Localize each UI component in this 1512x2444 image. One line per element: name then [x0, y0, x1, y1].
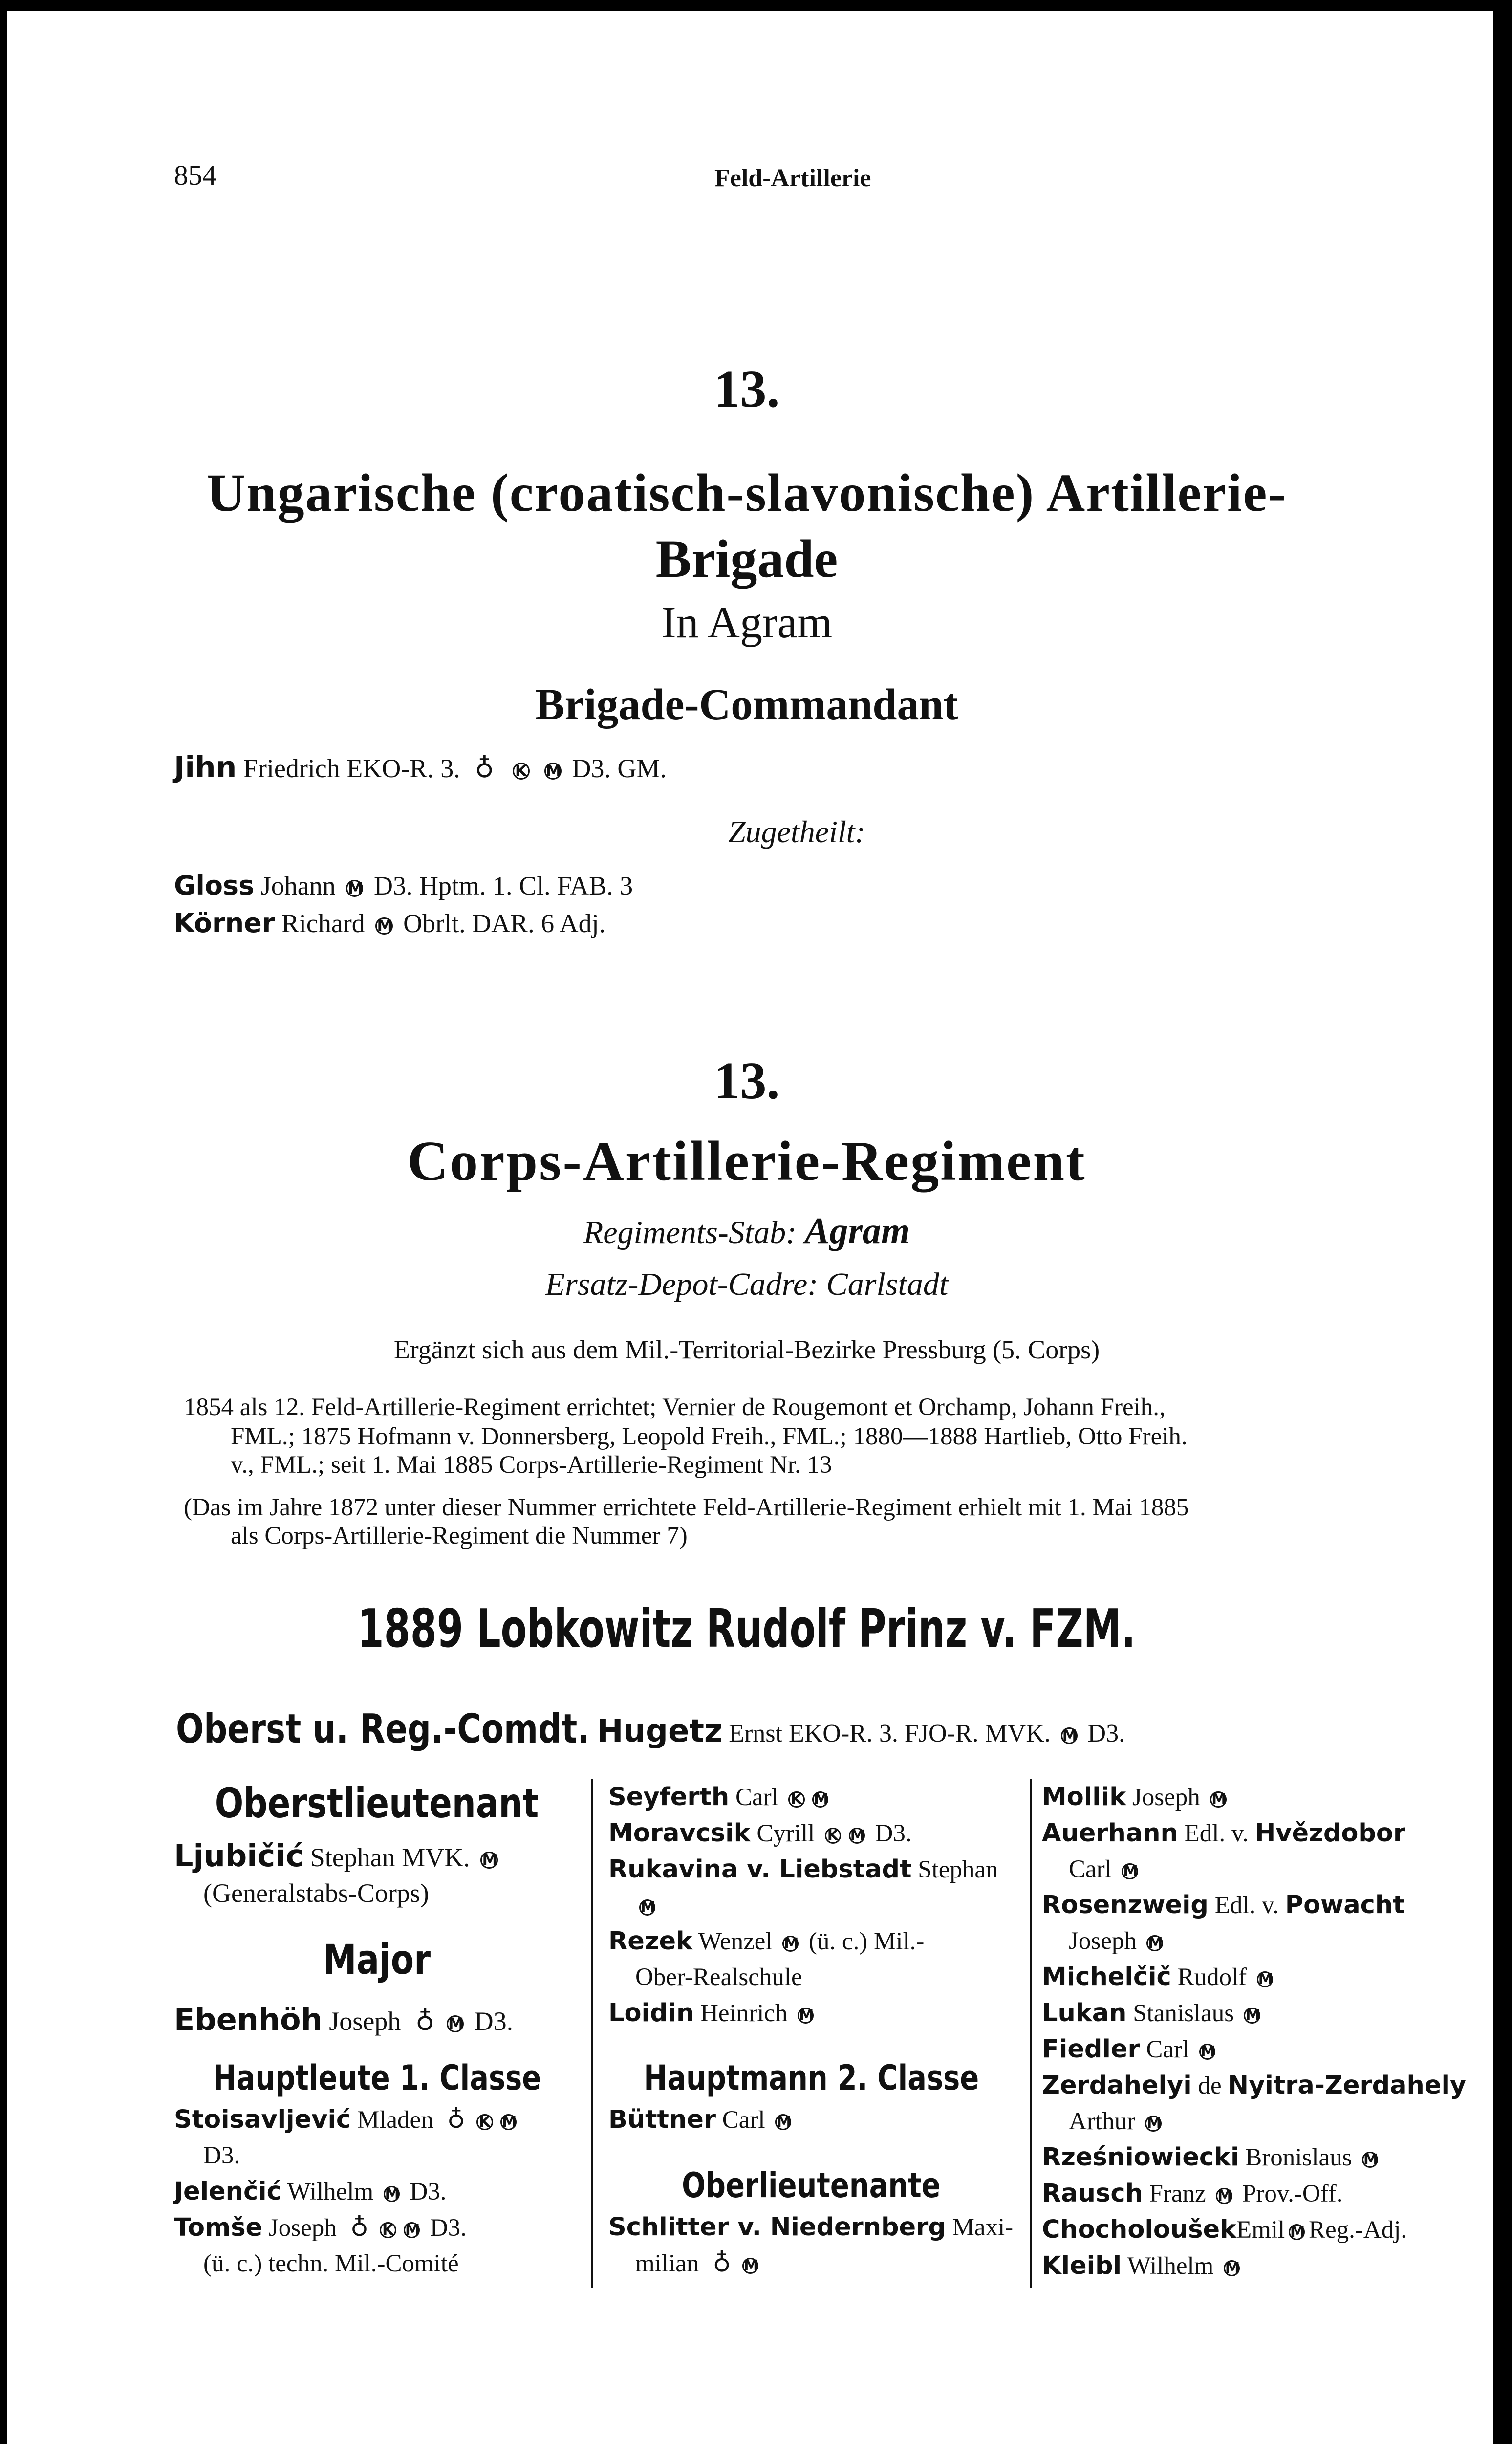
commander-entry [174, 750, 667, 785]
col2-capt2-entry [608, 2102, 795, 2138]
m-medal-icon: M [1061, 1727, 1078, 1744]
cross-decoration-icon: ♁ [713, 2249, 731, 2278]
m-medal-icon: M [775, 2114, 792, 2131]
col3-10-details-a: Emil [1236, 2216, 1285, 2244]
capt1-2-surname: Jelenčić [174, 2177, 281, 2206]
brigade-location: In Agram [661, 597, 833, 647]
col3-3-details: Edl. v. [1214, 1892, 1279, 1919]
m-medal-icon: M [346, 880, 363, 897]
list-item [174, 2210, 520, 2246]
col3-10-surname: Chocholoušek [1042, 2215, 1237, 2244]
m-medal-icon: M [1146, 1935, 1163, 1952]
col3-9-details-b: Prov.-Off. [1242, 2180, 1343, 2207]
lt-col-line2: (Generalstabs-Corps) [203, 1878, 429, 1908]
m-medal-icon: M [544, 763, 562, 780]
page-number: 854 [174, 159, 216, 191]
column-divider-1 [591, 1779, 593, 2288]
staff-label: Regiments-Stab: [583, 1215, 797, 1250]
col2-4-details-b: (ü. c.) Mil.- [808, 1928, 925, 1955]
m-medal-icon: M [480, 1852, 497, 1869]
scan-edge-right [1493, 0, 1512, 2444]
list-item [1042, 2212, 1466, 2248]
note-line-2: als Corps-Artillerie-Regiment die Nummer 7) [231, 1522, 688, 1549]
col2-1-details: Carl [735, 1784, 778, 1811]
list-item [1042, 2139, 1466, 2176]
commander-surname: Jihn [174, 750, 237, 785]
col2-2-details-b: D3. [875, 1820, 912, 1847]
col3-3-surname2: Powacht [1285, 1891, 1405, 1920]
m-medal-icon: M [500, 2114, 517, 2131]
cross-decoration-icon: ♁ [475, 753, 494, 784]
capt1-heading [174, 2058, 580, 2098]
m-medal-icon: M [782, 1936, 799, 1952]
colonel-details-b: D3. [1087, 1720, 1125, 1747]
m-medal-icon: M [375, 917, 392, 935]
m-medal-icon: M [404, 2222, 420, 2239]
assigned-2-surname: Körner [174, 908, 275, 938]
oberlt-surname: Schlitter v. Niedernberg [608, 2213, 946, 2242]
col1-capt1-list [174, 2102, 520, 2282]
lt-col-details: Stephan MVK. [310, 1843, 470, 1872]
col3-list [1042, 1779, 1466, 2284]
regiment-title: Corps-Artillerie-Regiment [407, 1130, 1086, 1193]
capt1-1-details: Mladen [357, 2106, 433, 2134]
regiment-proprietor [0, 1598, 1493, 1659]
lt-col-surname: Ljubičić [174, 1838, 304, 1874]
commander-details-a: Friedrich EKO-R. 3. [243, 754, 460, 783]
col3-9-details-a: Franz [1149, 2180, 1206, 2207]
col3-6-surname: Fiedler [1042, 2035, 1140, 2064]
lt-col-heading-text: Oberstlieutenant [215, 1779, 539, 1827]
commander-details-b: D3. GM. [572, 754, 667, 783]
list-item [608, 2209, 1013, 2246]
capt1-1-line2: D3. [203, 2142, 240, 2169]
history-line-1: 1854 als 12. Feld-Artillerie-Regiment errichtet; Vernier de Rougemont et Orchamp, Johann Freih., [184, 1394, 1166, 1421]
col3-5-details: Stanislaus [1133, 2000, 1234, 2027]
list-item [174, 2174, 520, 2210]
m-medal-icon: M [1216, 2188, 1232, 2204]
col2-5-surname: Loidin [608, 1999, 694, 2028]
commander-heading: Brigade-Commandant [535, 680, 958, 729]
k-medal-icon: K [788, 1791, 805, 1808]
list-item [608, 2102, 795, 2138]
cross-decoration-icon: ♁ [350, 2213, 369, 2242]
list-item [608, 1779, 998, 1815]
col2-list [608, 1779, 998, 2031]
major-heading-text: Major [323, 1936, 431, 1984]
capt1-3-surname: Tomše [174, 2213, 263, 2242]
col2-2-surname: Moravcsik [608, 1819, 751, 1848]
major-details-a: Joseph [329, 2007, 401, 2036]
oberlt-details: Maxi- [952, 2214, 1014, 2241]
capt1-2-details-b: D3. [410, 2178, 447, 2205]
assigned-1-surname: Gloss [174, 870, 255, 901]
col3-10-details-b: Reg.-Adj. [1309, 2216, 1407, 2244]
capt1-3-line2: (ü. c.) techn. Mil.-Comité [203, 2250, 459, 2277]
list-item [608, 1923, 998, 1960]
regiment-number: 13. [713, 1052, 780, 1110]
col3-7-details: de [1198, 2072, 1222, 2099]
list-item [1042, 1959, 1466, 1995]
col2-5-details: Heinrich [700, 2000, 788, 2027]
col3-2-line2: Carl [1069, 1855, 1112, 1883]
col3-8-surname: Rześniowiecki [1042, 2143, 1239, 2172]
capt2-details: Carl [722, 2106, 765, 2134]
list-item [174, 2102, 520, 2138]
assigned-2-details-a: Richard [281, 909, 365, 938]
m-medal-icon: M [1257, 1971, 1274, 1988]
col3-8-details: Bronislaus [1245, 2144, 1352, 2171]
m-medal-icon: M [447, 2015, 464, 2032]
cross-decoration-icon: ♁ [447, 2105, 466, 2134]
brigade-title-line1: Ungarische (croatisch-slavonische) Artillerie- [206, 463, 1287, 523]
regiment-depot: Ersatz-Depot-Cadre: Carlstadt [545, 1266, 949, 1302]
col3-11-surname: Kleibl [1042, 2251, 1122, 2280]
capt2-heading-text: Hauptmann 2. Classe [644, 2058, 979, 2098]
m-medal-icon: M [1289, 2224, 1305, 2241]
regiment-staff [0, 1210, 1493, 1252]
list-item [1042, 2248, 1466, 2284]
major-heading [174, 1936, 580, 1984]
cross-decoration-icon: ♁ [415, 2006, 435, 2036]
col3-2-details: Edl. v. [1184, 1820, 1249, 1847]
col3-9-surname: Rausch [1042, 2179, 1143, 2208]
m-medal-icon: M [798, 2008, 814, 2024]
colonel-entry [597, 1713, 1125, 1749]
capt1-3-details-a: Joseph [268, 2214, 337, 2242]
capt1-heading-text: Hauptleute 1. Classe [213, 2058, 541, 2098]
col3-7-line2: Arthur [1069, 2108, 1135, 2135]
list-item [1042, 2031, 1466, 2068]
staff-place: Agram [804, 1210, 910, 1251]
history-line-3: v., FML.; seit 1. Mai 1885 Corps-Artillerie-Regiment Nr. 13 [231, 1451, 832, 1479]
col3-5-surname: Lukan [1042, 1999, 1127, 2028]
k-medal-icon: K [476, 2114, 493, 2131]
k-medal-icon: K [825, 1828, 842, 1844]
col2-4-line2: Ober-Realschule [635, 1964, 802, 1991]
col2-3-surname: Rukavina v. Liebstadt [608, 1855, 912, 1884]
col3-4-surname: Michelčič [1042, 1963, 1171, 1991]
m-medal-icon: M [1224, 2260, 1240, 2277]
scan-edge-top [0, 0, 1512, 11]
colonel-label-text: Oberst u. Reg.-Comdt. [176, 1706, 590, 1752]
col3-1-surname: Mollik [1042, 1783, 1126, 1811]
assigned-1-details-b: D3. Hptm. 1. Cl. FAB. 3 [374, 871, 633, 900]
list-item [608, 1852, 998, 1888]
running-title: Feld-Artillerie [714, 164, 871, 192]
note-line-1: (Das im Jahre 1872 unter dieser Nummer errichtete Feld-Artillerie-Regiment erhielt mit 1. Mai 1885 [184, 1494, 1189, 1521]
column-divider-2 [1030, 1779, 1032, 2288]
col3-1-details: Joseph [1132, 1784, 1200, 1811]
lt-col-heading [174, 1779, 580, 1827]
col1-lt-col-entry [174, 1838, 502, 1911]
capt1-2-details-a: Wilhelm [287, 2178, 374, 2205]
col2-4-details-a: Wenzel [698, 1928, 773, 1955]
list-item [608, 1995, 998, 2031]
k-medal-icon: K [513, 763, 530, 780]
capt2-surname: Büttner [608, 2105, 716, 2134]
regiment-recruitment: Ergänzt sich aus dem Mil.-Territorial-Bezirke Pressburg (5. Corps) [393, 1335, 1100, 1364]
col3-2-surname2: Hvězdobor [1254, 1819, 1406, 1848]
col3-11-details: Wilhelm [1127, 2252, 1214, 2280]
col2-1-surname: Seyferth [608, 1783, 730, 1811]
list-item [1042, 1995, 1466, 2031]
brigade-title-line2: Brigade [655, 529, 838, 589]
m-medal-icon: M [639, 1899, 656, 1916]
k-medal-icon: K [380, 2222, 396, 2239]
capt1-3-details-b: D3. [430, 2214, 467, 2242]
col3-3-surname: Rosenzweig [1042, 1891, 1209, 1920]
list-item [1042, 1779, 1466, 1815]
list-item [608, 1815, 998, 1852]
assigned-1-details-a: Johann [260, 871, 336, 900]
assigned-entry-1 [174, 870, 633, 901]
list-item [1042, 1815, 1466, 1852]
colonel-details-a: Ernst EKO-R. 3. FJO-R. MVK. [729, 1720, 1051, 1747]
major-surname: Ebenhöh [174, 2002, 323, 2037]
m-medal-icon: M [1210, 1791, 1227, 1808]
m-medal-icon: M [1199, 2044, 1216, 2060]
list-item [1042, 1887, 1466, 1923]
col3-6-details: Carl [1146, 2036, 1189, 2063]
assigned-2-details-b: Obrlt. DAR. 6 Adj. [403, 909, 606, 938]
m-medal-icon: M [812, 1791, 829, 1808]
m-medal-icon: M [1145, 2116, 1162, 2132]
capt1-1-surname: Stoisavljević [174, 2105, 351, 2134]
history-line-2: FML.; 1875 Hofmann v. Donnersberg, Leopold Freih., FML.; 1880—1888 Hartlieb, Otto Freih. [231, 1423, 1188, 1450]
col2-oberlt-entry [608, 2209, 1013, 2282]
oberlt-line2: milian [635, 2250, 699, 2277]
list-item [1042, 2176, 1466, 2212]
oberlt-heading [601, 2165, 1021, 2205]
m-medal-icon: M [1362, 2152, 1379, 2168]
col2-3-details: Stephan [918, 1856, 998, 1883]
major-details-b: D3. [474, 2007, 514, 2036]
col2-4-surname: Rezek [608, 1927, 693, 1956]
assigned-entry-2 [174, 908, 605, 938]
m-medal-icon: M [849, 1828, 865, 1844]
m-medal-icon: M [384, 2186, 400, 2203]
colonel-surname: Hugetz [597, 1713, 723, 1749]
m-medal-icon: M [742, 2258, 759, 2274]
brigade-number: 13. [713, 360, 780, 418]
m-medal-icon: M [1244, 2008, 1260, 2024]
col2-2-details-a: Cyrill [756, 1820, 815, 1847]
col3-7-surname: Zerdahelyi [1042, 2071, 1192, 2100]
oberlt-heading-text: Oberlieutenante [682, 2165, 941, 2205]
col1-major-entry [174, 2002, 513, 2039]
col3-4-details: Rudolf [1177, 1964, 1247, 1991]
col3-3-line2: Joseph [1069, 1927, 1137, 1955]
proprietor-text: 1889 Lobkowitz Rudolf Prinz v. FZM. [357, 1598, 1136, 1659]
capt2-heading [601, 2058, 1021, 2098]
assigned-heading: Zugetheilt: [728, 814, 865, 849]
col3-2-surname: Auerhann [1042, 1819, 1178, 1848]
col3-7-surname2: Nyitra-Zerdahely [1228, 2071, 1467, 2100]
list-item [1042, 2068, 1466, 2104]
m-medal-icon: M [1122, 1863, 1138, 1880]
